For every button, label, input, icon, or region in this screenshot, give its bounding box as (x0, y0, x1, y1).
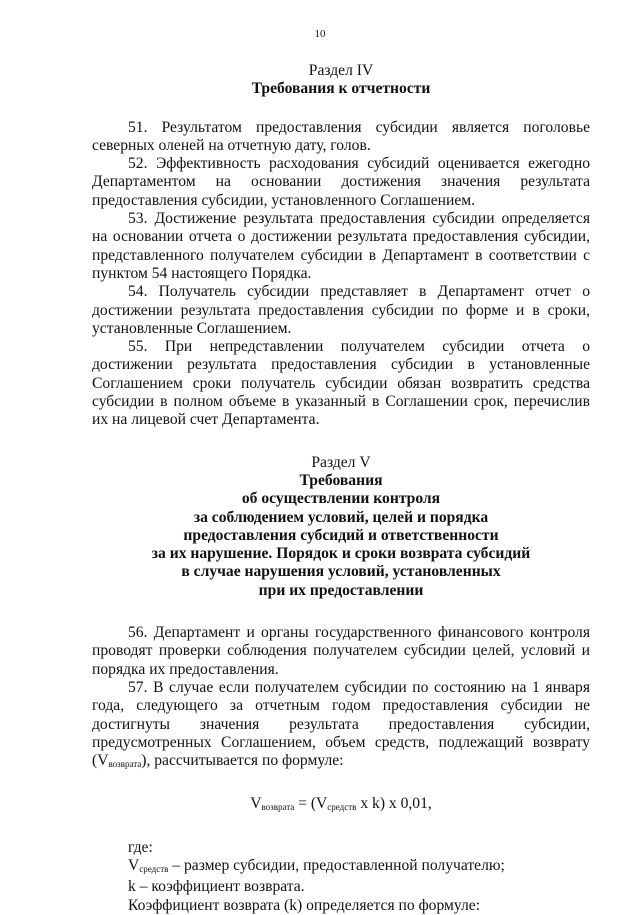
page-content (92, 62, 590, 915)
formula-v-subscript: возврата (261, 802, 295, 813)
definition-v-text: – размер субсидии, предоставленной получателю; (168, 856, 505, 874)
paragraph-56: 56. Департамент и органы государственного финансового контроля проводят проверки соблюдения получателем субсидии целей, условий и порядка их предоставления. (92, 624, 590, 678)
formula-mid-subscript: средств (327, 802, 357, 813)
paragraph-57-text: 57. В случае если получателем субсидии по состоянию на 1 января года, следующего за отчетным годом предоставления субсидии не достигнуты значения результата предоставления субсидии, предусмотренных Соглашением, объем средств, подлежащий возврату (V (92, 678, 590, 770)
section-5-title-line: в случае нарушения условий, установленных (181, 563, 501, 581)
paragraph-51: 51. Результатом предоставления субсидии является поголовье северных оленей на отчетную дату, голов. (92, 118, 590, 154)
definition-v: V (128, 856, 140, 874)
paragraph-52: 52. Эффективность расходования субсидий оценивается ежегодно Департаментом на основании достижения значения результата предоставления субсидии, установленного Соглашением. (92, 155, 590, 209)
formula-middle: = (V (294, 795, 328, 813)
section-5-title-line: предоставления субсидий и ответственности (183, 526, 499, 544)
definition-v-funds (92, 857, 590, 878)
definition-k: k – коэффициент возврата. (128, 878, 305, 896)
paragraph-54: 54. Получатель субсидии представляет в Департамент отчет о достижении результата предоставления субсидии по форме и в сроки, установленные Соглашением. (92, 283, 590, 337)
paragraph-57-subscript: возврата (108, 759, 142, 770)
page-number: 10 (314, 28, 326, 40)
section-5-title-line: при их предоставлении (258, 581, 424, 599)
paragraph-55: 55. При непредставлении получателем субсидии отчета о достижении результата предоставления субсидии в установленные Соглашением сроки получатель субсидии обязан возвратить средства субсидии в полном объеме в указанный в Соглашении срок, перечислив их на лицевой счет Департамента. (92, 338, 590, 429)
where-label: где: (128, 838, 153, 856)
section-4-title: Требования к отчетности (251, 80, 431, 98)
section-5-title-line: за их нарушение. Порядок и сроки возврата субсидий (151, 545, 531, 563)
definition-k-formula-intro: Коэффициент возврата (k) определяется по формуле: (128, 896, 481, 914)
section-4-heading: Раздел IV (308, 62, 374, 79)
paragraph-57 (92, 679, 590, 773)
return-formula (92, 795, 590, 816)
paragraph-53: 53. Достижение результата предоставления субсидии определяется на основании отчета о достижении результата предоставления субсидии, представленного получателем субсидии в Департамент в соответствии с пунктом 54 настоящего Порядка. (92, 210, 590, 282)
formula-end: x k) x 0,01, (356, 795, 432, 813)
definition-v-subscript: средств (139, 863, 169, 874)
section-5-heading: Раздел V (311, 453, 371, 471)
section-5-title-line: за соблюдением условий, целей и порядка (193, 508, 489, 526)
section-5-title-line: об осуществлении контроля (241, 490, 441, 508)
section-5-title-line: Требования (299, 471, 383, 489)
formula-v: V (250, 795, 262, 813)
paragraph-57-tail: ), рассчитывается по формуле: (141, 752, 344, 770)
